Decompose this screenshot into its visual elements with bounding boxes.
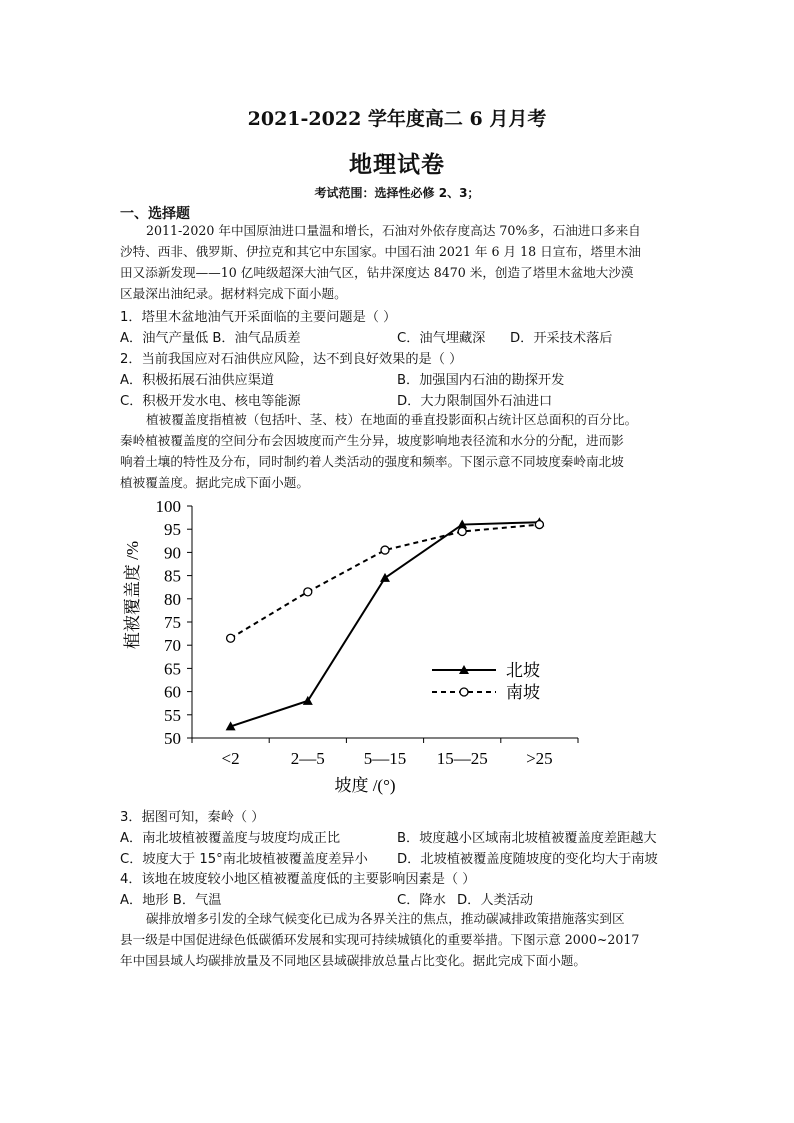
data-point-south (381, 546, 389, 554)
question-1-option-c: C．油气埋藏深 (397, 331, 486, 346)
data-point-south (458, 528, 466, 536)
y-tick-label: 50 (164, 729, 181, 748)
y-tick-label: 60 (164, 682, 181, 702)
legend-label-south: 南坡 (506, 683, 540, 702)
passage-line: 年中国县域人均碳排放量及不同地区县域碳排放总量占比变化。据此完成下面小题。 (120, 953, 586, 968)
passage-line: 县一级是中国促进绿色低碳循环发展和实现可持续城镇化的重要举措。下图示意 2000~2017 (120, 932, 640, 947)
passage-line: 区最深出油纪录。据材料完成下面小题。 (120, 286, 347, 301)
exam-title: 2021-2022 学年度高二 6 月月考 (247, 108, 547, 130)
data-point-south (535, 521, 543, 529)
question-3-option-b: B．坡度越小区域南北坡植被覆盖度差距越大 (397, 831, 657, 846)
x-tick-label: >25 (526, 749, 553, 768)
question-3-option-a: A．南北坡植被覆盖度与坡度均成正比 (120, 831, 341, 846)
question-2-option-c: C．积极开发水电、核电等能源 (120, 394, 301, 409)
question-2-option-d: D．大力限制国外石油进口 (397, 394, 553, 409)
question-3-option-d: D．北坡植被覆盖度随坡度的变化均大于南坡 (397, 852, 658, 867)
x-axis (192, 738, 578, 768)
legend-marker-south (460, 688, 468, 696)
x-tick-label: 5—15 (363, 749, 407, 768)
passage-line: 田又添新发现——10 亿吨级超深大油气区，钻井深度达 8470 米，创造了塔里木盆地大沙漠 (120, 265, 634, 280)
y-tick-label: 55 (164, 705, 181, 725)
y-tick-label: 100 (155, 497, 181, 516)
x-tick-label: 15—25 (436, 749, 488, 768)
x-tick-label: <2 (221, 749, 240, 768)
question-1-option-d: D．开采技术落后 (510, 331, 613, 346)
chart-legend (432, 661, 540, 702)
section-heading: 一、选择题 (120, 206, 190, 222)
question-3-stem: 3．据图可知，秦岭（ ） (120, 810, 265, 825)
data-point-north (303, 696, 313, 705)
question-1-stem: 1．塔里木盆地油气开采面临的主要问题是（ ） (120, 310, 397, 325)
y-tick-label: 65 (164, 659, 181, 679)
data-point-south (227, 634, 235, 642)
passage-line: 秦岭植被覆盖度的空间分布会因坡度而产生分异，坡度影响地表径流和水分的分配，进而影 (120, 433, 624, 448)
y-tick-label: 90 (164, 543, 181, 563)
question-2-option-a: A．积极拓展石油供应渠道 (120, 373, 275, 388)
passage-line: 响着土壤的特性及分布，同时制约着人类活动的强度和频率。下图示意不同坡度秦岭南北坡 (120, 454, 624, 469)
passage-line: 沙特、西非、俄罗斯、伊拉克和其它中东国家。中国石油 2021 年 6 月 18 日宣布，塔里木油 (120, 244, 641, 259)
y-tick-label: 80 (164, 589, 181, 609)
passage-line: 植被覆盖度指植被（包括叶、茎、枝）在地面的垂直投影面积占统计区总面积的百分比。 (146, 412, 638, 427)
subject-title: 地理试卷 (349, 151, 445, 178)
x-tick-label: 2—5 (290, 749, 325, 768)
question-2-stem: 2．当前我国应对石油供应风险，达不到良好效果的是（ ） (120, 352, 463, 367)
question-4-option-a-b: A．地形 B．气温 (120, 893, 222, 908)
x-axis-label: 坡度 /(°) (334, 776, 396, 795)
question-2-option-b: B．加强国内石油的勘探开发 (397, 373, 565, 388)
y-axis (156, 497, 193, 748)
question-4-option-d: D．人类活动 (457, 893, 534, 908)
y-tick-label: 70 (164, 636, 181, 656)
passage-line: 碳排放增多引发的全球气候变化已成为各界关注的焦点，推动碳减排政策措施落实到区 (146, 911, 625, 926)
passage-line: 植被覆盖度。据此完成下面小题。 (120, 475, 309, 490)
passage-line: 2011-2020 年中国原油进口量温和增长，石油对外依存度高达 70%多，石油进口多来自 (146, 223, 641, 238)
question-4-stem: 4．该地在坡度较小地区植被覆盖度低的主要影响因素是（ ） (120, 872, 476, 887)
y-tick-label: 85 (164, 566, 181, 586)
data-point-north (380, 573, 390, 582)
data-point-south (304, 588, 312, 596)
legend-label-north: 北坡 (506, 661, 540, 680)
passage-carbon (120, 908, 676, 971)
question-1-option-a-b: A．油气产量低 B．油气品质差 (120, 331, 301, 346)
exam-scope: 考试范围：选择性必修 2、3； (314, 186, 480, 200)
question-4-option-c: C．降水 (397, 893, 446, 908)
y-tick-label: 95 (164, 520, 181, 540)
plot-area (226, 517, 545, 730)
y-tick-label: 75 (164, 613, 181, 632)
y-axis-label: 植被覆盖度 /% (123, 540, 142, 650)
question-3-option-c: C．坡度大于 15°南北坡植被覆盖度差异小 (120, 852, 368, 867)
